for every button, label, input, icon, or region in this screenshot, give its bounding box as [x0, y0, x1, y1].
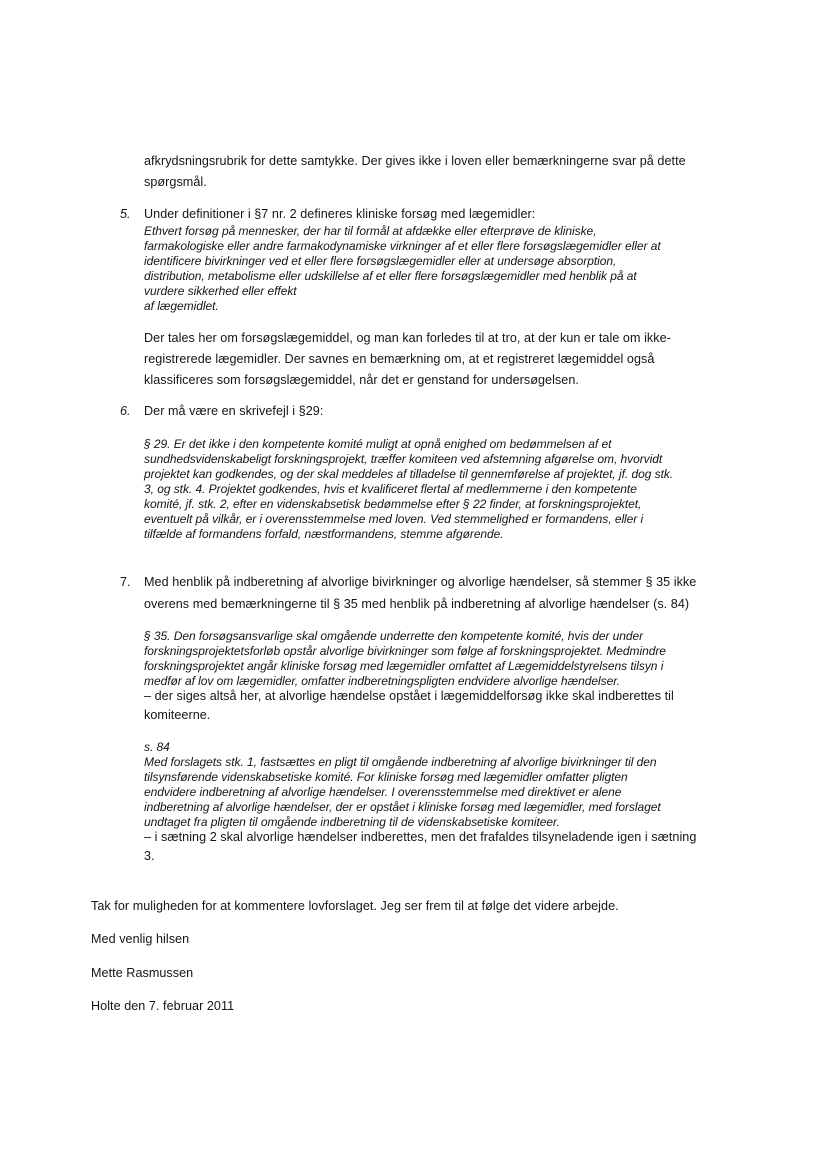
item-7-intro-line-2: overens med bemærkningerne til § 35 med henblik på indberetning af alvorlige hændelser (s. 84)	[144, 597, 690, 611]
item-7-number: 7.	[120, 575, 131, 589]
item-7-quote84-line-3: endvidere indberetning af alvorlige hændelser. I overensstemmelse med direktivet er alene	[144, 785, 622, 799]
item-7-quote35-line-4: medfør af lov om lægemidler, omfatter indberetningspligten endvidere alvorlige hændelser.	[144, 674, 621, 688]
item-7-intro-line-1: Med henblik på indberetning af alvorlige bivirkninger og alvorlige hændelser, så stemmer § 35 ikke	[144, 575, 697, 589]
item-6-quote-line-3: projektet kan godkendes, og der skal meddeles af tilladelse til gennemførelse af projektet, jf. dog stk.	[144, 467, 674, 481]
item-7-quote35-line-3: forskningsprojektet angår kliniske forsøg med lægemidler omfattet af Lægemiddelstyrelsens tilsyn i	[144, 659, 664, 673]
top-paragraph-line-1: afkrydsningsrubrik for dette samtykke. Der gives ikke i loven eller bemærkningerne svar på dette	[144, 154, 686, 168]
item-5-quote-line-1: Ethvert forsøg på mennesker, der har til formål at afdække eller efterprøve de kliniske,	[144, 224, 597, 238]
item-5-comment-line-2: registrerede lægemidler. Der savnes en bemærkning om, at et registreret lægemiddel også	[144, 352, 655, 366]
item-6-quote-line-5: komité, jf. stk. 2, efter en videnskabsetisk bedømmelse efter § 22 finder, at forskningsprojektet,	[144, 497, 642, 511]
item-7-comment84-line-2: 3.	[144, 849, 155, 863]
item-7-comment35-line-1: – der siges altså her, at alvorlige hændelse opstået i lægemiddelforsøg ikke skal indberettes til	[144, 689, 674, 703]
item-7-quote84-line-4: indberetning af alvorlige hændelser, der er opstået i kliniske forsøg med lægemidler, med forslaget	[144, 800, 661, 814]
item-5-number: 5.	[120, 207, 131, 221]
item-6-number: 6.	[120, 404, 131, 418]
item-5-quote-line-5: vurdere sikkerhed eller effekt	[144, 284, 297, 298]
item-6-quote-line-6: eventuelt på vilkår, er i overensstemmelse med loven. Ved stemmelighed er formandens, eller i	[144, 512, 644, 526]
item-5-quote-line-6: af lægemidlet.	[144, 299, 219, 313]
closing-greeting: Med venlig hilsen	[91, 932, 190, 946]
item-7-comment84-line-1: – i sætning 2 skal alvorlige hændelser indberettes, men det frafaldes tilsyneladende igen i sætning	[144, 830, 697, 844]
item-7-quote35-line-1: § 35. Den forsøgsansvarlige skal omgående underrette den kompetente komité, hvis der under	[144, 629, 644, 643]
item-5-quote-line-2: farmakologiske eller andre farmakodynamiske virkninger af et eller flere forsøgslægemidler eller at	[144, 239, 661, 253]
item-7-quote84-line-2: tilsynsførende videnskabsetiske komité. For kliniske forsøg med lægemidler omfatter pligten	[144, 770, 628, 784]
item-7-quote84-line-5: undtaget fra pligten til omgående indberetning til de videnskabsetiske komiteer.	[144, 815, 560, 829]
closing-thanks: Tak for muligheden for at kommentere lovforslaget. Jeg ser frem til at følge det videre arbejde.	[91, 899, 619, 913]
item-7-comment35-line-2: komiteerne.	[144, 708, 211, 722]
item-6-quote-line-7: tilfælde af formandens forfald, næstformandens, stemme afgørende.	[144, 527, 504, 541]
item-7-quote84-page-ref: s. 84	[144, 740, 170, 754]
signature-name: Mette Rasmussen	[91, 966, 194, 980]
item-6-quote-line-1: § 29. Er det ikke i den kompetente komité muligt at opnå enighed om bedømmelsen af et	[144, 437, 612, 451]
item-5-quote-line-4: distribution, metabolisme eller udskillelse af et eller flere forsøgslægemidler med henblik på at	[144, 269, 637, 283]
item-5-comment-line-1: Der tales her om forsøgslægemiddel, og man kan forledes til at tro, at der kun er tale om ikke-	[144, 331, 671, 345]
item-7-quote84-line-1: Med forslagets stk. 1, fastsættes en pligt til omgående indberetning af alvorlige bivirkninger til den	[144, 755, 657, 769]
item-6-quote-line-2: sundhedsvidenskabeligt forskningsprojekt, træffer komiteen ved afstemning afgørelse om, hvorvidt	[144, 452, 663, 466]
item-7-quote35-line-2: forskningsprojektetsforløb opstår alvorlige bivirkninger som følge af forskningsprojektet. Medmindre	[144, 644, 666, 658]
item-5-comment-line-3: klassificeres som forsøgslægemiddel, når det er genstand for undersøgelsen.	[144, 373, 579, 387]
item-5-intro: Under definitioner i §7 nr. 2 defineres kliniske forsøg med lægemidler:	[144, 207, 536, 221]
top-paragraph-line-2: spørgsmål.	[144, 175, 207, 189]
item-5-quote-line-3: identificere bivirkninger ved et eller flere forsøgslægemidler eller at undersøge absorption,	[144, 254, 617, 268]
item-6-quote-line-4: 3, og stk. 4. Projektet godkendes, hvis et kvalificeret flertal af medlemmerne i den kompetente	[144, 482, 637, 496]
item-6-intro: Der må være en skrivefejl i §29:	[144, 404, 324, 418]
place-and-date: Holte den 7. februar 2011	[91, 999, 235, 1013]
